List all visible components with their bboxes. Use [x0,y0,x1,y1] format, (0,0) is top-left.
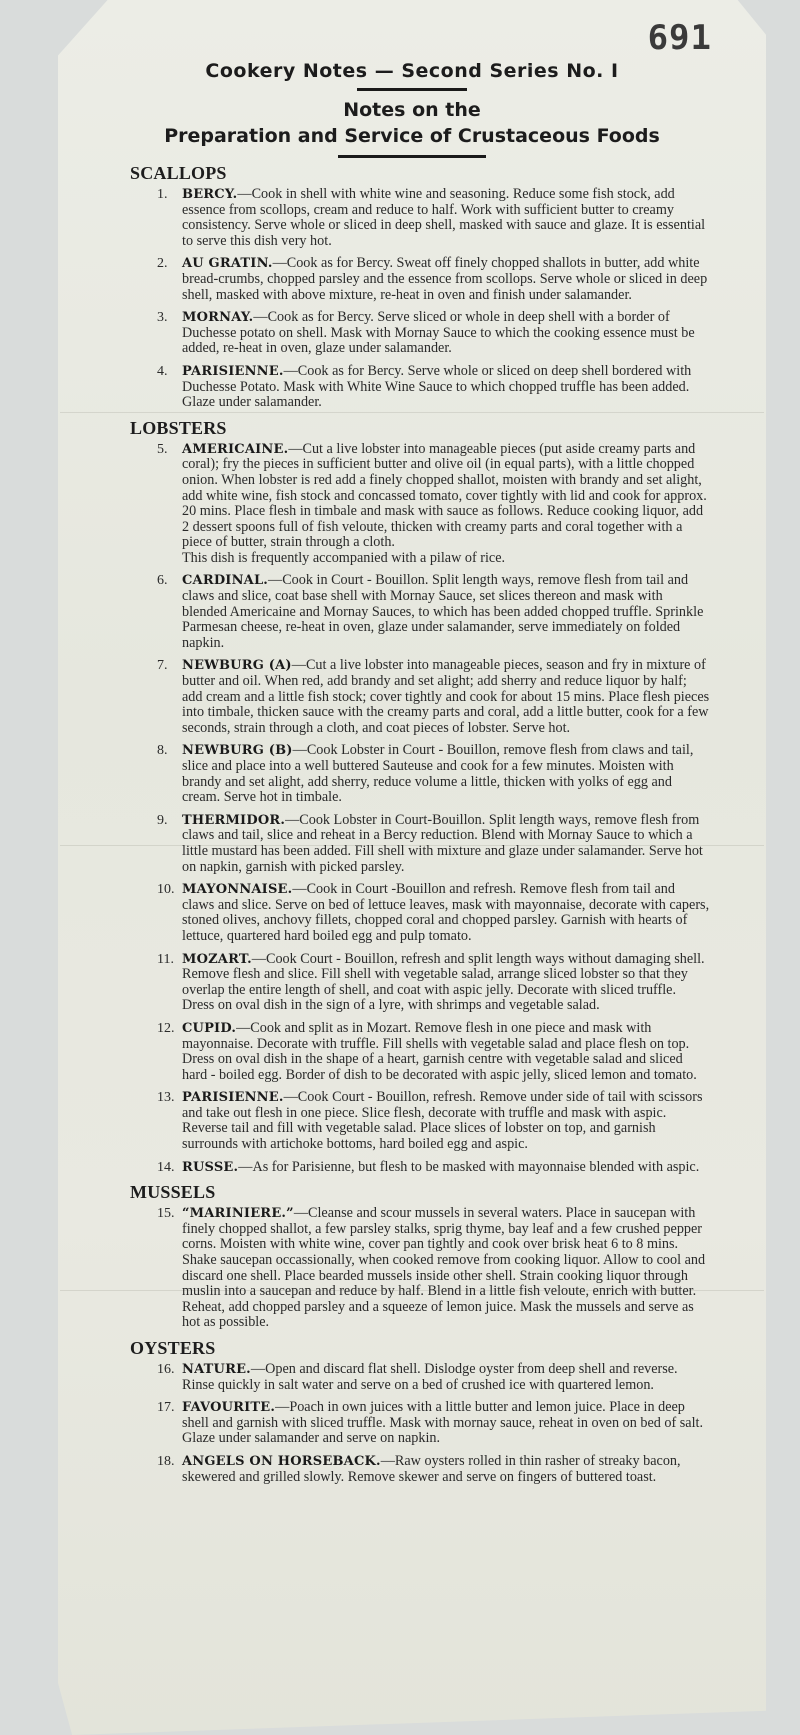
recipe-text: —Cook Court - Bouillon, refresh and split length ways without damaging shell. Remove flesh and slice. Fill shell with vegetable salad, arrange sliced lobster so that they overlap the entire length of shell, and coat with aspic jelly. Decorate with sliced truffle. Dress on oval dish in the sign of a lyre, with shrimps and vegetable salad. [182,950,705,1014]
recipe-body [182,364,710,411]
recipe-item [132,187,710,249]
recipe-number: 15. [157,1206,175,1222]
recipe-item [132,573,710,651]
title-rule [338,155,486,158]
document-title: Preparation and Service of Crustaceous Foods [164,125,660,147]
recipe-number: 1. [157,187,168,202]
recipe-name: “MARINIERE.” [182,1206,294,1222]
recipe-body [182,1454,710,1485]
recipe-item [132,952,710,1014]
recipe-name: ANGELS ON HORSEBACK. [182,1453,381,1469]
section-heading: SCALLOPS [130,163,227,183]
recipe-body [182,1090,710,1152]
recipe-name: FAVOURITE. [182,1400,276,1416]
recipe-item [132,364,710,411]
recipe-number: 5. [157,441,168,457]
recipe-text: —Cook Lobster in Court-Bouillon. Split length ways, remove flesh from claws and tail, slice and reheat in a Bercy reduction. Blend with Mornay Sauce to which a little mustard has been added. Fill shell with mixture and glaze under salamander. Serve hot on napkin, garnish with picked parsley. [182,811,703,875]
recipe-body [182,187,710,249]
recipe-body [182,743,710,805]
recipe-text: —Cook in shell with white wine and seasoning. Reduce some fish stock, add essence from scollops, cream and reduce to half. Work with sufficient butter to creamy consistency. Serve whole or sliced in deep shell, masked with sauce and glaze. It is essential to serve this dish very hot. [182,186,706,249]
recipe-item [132,256,710,303]
recipe-body [182,1160,710,1176]
section-heading: MUSSELS [130,1182,216,1203]
recipe-item [132,743,710,805]
recipe-text: —Cook and split as in Mozart. Remove flesh in one piece and mask with mayonnaise. Decorate with truffle. Fill shells with vegetable salad and place flesh on top. Dress on oval dish in the shape of a heart, garnish centre with vegetable salad and sliced hard - boiled egg. Border of dish to be decorated with aspic jelly, sliced lemon and tomato. [182,1019,697,1083]
recipe-item [132,1362,710,1393]
header-rule [357,88,467,91]
recipe-item [132,310,710,357]
recipe-body [182,310,710,357]
recipe-number: 3. [157,310,168,326]
recipe-number: 6. [157,573,168,589]
recipe-number: 7. [157,658,168,674]
recipe-note: This dish is frequently accompanied with a pilaw of rice. [182,549,506,566]
recipe-name: MAYONNAISE. [182,882,293,898]
recipe-item [132,882,710,944]
page-number: 691 [647,18,712,58]
recipe-number: 2. [157,256,168,272]
recipe-item [132,1160,710,1176]
recipe-number: 8. [157,743,168,759]
recipe-item [132,1206,710,1331]
recipe-item [132,658,710,736]
recipe-body [182,573,710,651]
series-title: Cookery Notes — Second Series No. I [205,60,619,82]
recipe-text: —Cook Court - Bouillon, refresh. Remove under side of tail with scissors and take out flesh in one piece. Slice flesh, decorate with truffle and mask with aspic. Reverse tail and fill with vegetable salad. Place slices of lobster on top, and garnish surrounds with artichoke bottoms, hard boiled egg and aspic. [182,1089,703,1153]
recipe-text: —Cut a live lobster into manageable pieces, season and fry in mixture of butter and oil. When red, add brandy and set alight; add sherry and reduce liquor by half; add cream and a little fish stock; cover tightly and cook for about 15 mins. Place flesh pieces into timbale, thicken sauce with the creamy parts and coral, add a little butter, cook for a few seconds, strain through a cloth, and coat pieces of lobster. Serve hot. [182,657,710,736]
recipe-text: —Cook as for Bercy. Sweat off finely chopped shallots in butter, add white bread-crumbs, chopped parsley and the essence from scollops. Serve whole or sliced in deep shell, masked with above mixture, re-heat in oven and finish under salamander. [182,255,708,303]
recipe-name: PARISIENNE. [182,1090,284,1106]
recipe-item [132,1454,710,1485]
recipe-body [182,442,710,567]
recipe-content [132,163,710,1492]
recipe-number: 14. [157,1159,175,1175]
recipe-name: CUPID. [182,1020,237,1036]
recipe-number: 9. [157,812,168,828]
recipe-item [132,1090,710,1152]
recipe-item [132,1021,710,1083]
recipe-number: 16. [157,1362,175,1377]
recipe-text: —Cleanse and scour mussels in several waters. Place in saucepan with finely chopped shallot, a few parsley stalks, sprig thyme, bay leaf and a few crushed pepper corns. Moisten with white wine, cover pan tightly and cook over brisk heat 6 to 8 mins. Shake saucepan occassionally, when cooked remove from cooking liquor. Allow to cool and discard one shell. Place bearded mussels inside other shell. Strain cooking liquor through muslin into a saucepan and reduce by half. Blend in a little fish veloute, enrich with butter. Reheat, add chopped parsley and a squeeze of lemon juice. Mask the mussels and serve as hot as possible. [182,1205,706,1331]
section-heading: LOBSTERS [130,417,227,438]
recipe-text: —Cook Lobster in Court - Bouillon, remove flesh from claws and tail, slice and place into a well buttered Sauteuse and cook for a few minutes. Moisten with brandy and set alight, add sherry, reduce volume a little, thicken with yolks of egg and cream. Serve hot in timbale. [182,742,694,806]
recipe-name: RUSSE. [182,1159,239,1175]
recipe-body [182,1021,710,1083]
recipe-body [182,813,710,875]
recipe-name: CARDINAL. [182,573,269,589]
recipe-body [182,1206,710,1331]
recipe-name: THERMIDOR. [182,812,286,828]
recipe-body [182,952,710,1014]
recipe-name: BERCY. [182,187,238,202]
recipe-name: AU GRATIN. [182,256,273,272]
recipe-text: —Poach in own juices with a little butter and lemon juice. Place in deep shell and garnish with sliced truffle. Mask with mornay sauce, reheat in oven on bed of salt. Glaze under salamander and serve on napkin. [182,1399,703,1447]
recipe-number: 13. [157,1090,175,1106]
recipe-name: NATURE. [182,1362,251,1377]
recipe-text: —As for Parisienne, but flesh to be masked with mayonnaise blended with aspic. [238,1158,700,1175]
recipe-body [182,1362,710,1393]
recipe-body [182,658,710,736]
recipe-number: 4. [157,363,168,379]
recipe-number: 18. [157,1453,175,1469]
section-heading: OYSTERS [130,1338,216,1358]
recipe-item [132,442,710,567]
recipe-number: 12. [157,1020,175,1036]
recipe-text: —Cook in Court - Bouillon. Split length ways, remove flesh from tail and claws and slice, coat base shell with Mornay Sauce, set slices thereon and mask with blended Americaine and Mornay Sauces, to which has been added chopped truffle. Sprinkle Parmesan cheese, re-heat in oven, glaze under salamander, serve immediately on folded napkin. [182,572,704,651]
recipe-number: 17. [157,1400,175,1416]
recipe-name: NEWBURG (B) [182,743,293,759]
recipe-body [182,256,710,303]
notes-on-heading: Notes on the [343,99,481,121]
recipe-item [132,1400,710,1447]
recipe-number: 10. [157,882,175,898]
recipe-text: —Cut a live lobster into manageable pieces (put aside creamy parts and coral); fry the pieces in sufficient butter and olive oil (in equal parts), with a little chopped onion. When lobster is red add a finely chopped shallot, moisten with brandy and set alight, add white wine, fish stock and concassed tomato, cover tightly with lid and cook for approx. 20 mins. Place flesh in timbale and mask with sauce as follows. Reduce cooking liquor, add 2 dessert spoons full of fish veloute, thicken with creamy parts and coral together with a piece of butter, strain through a cloth. [182,440,707,551]
recipe-text: —Cook as for Bercy. Serve sliced or whole in deep shell with a border of Duchesse potato on shell. Mask with Mornay Sauce to which the cooking essence must be added, re-heat in oven, glaze under salamander. [182,309,695,357]
recipe-name: MORNAY. [182,310,254,326]
recipe-name: MOZART. [182,951,252,967]
recipe-text: —Cook in Court -Bouillon and refresh. Remove flesh from tail and claws and slice. Serve on bed of lettuce leaves, mask with mayonnaise, decorate with capers, stoned olives, anchovy fillets, chopped coral and chopped parsley. Garnish with hearts of lettuce, quartered hard boiled egg and pulp tomato. [182,881,710,944]
recipe-body [182,1400,710,1447]
document-header [60,60,764,158]
recipe-name: NEWBURG (A) [182,658,292,674]
recipe-name: PARISIENNE. [182,363,284,379]
recipe-number: 11. [157,951,174,967]
recipe-item [132,813,710,875]
recipe-body [182,882,710,944]
recipe-text: —Cook as for Bercy. Serve whole or sliced on deep shell bordered with Duchesse Potato. Mask with White Wine Sauce to which chopped truffle has been added. Glaze under salamander. [182,362,692,411]
recipe-text: —Raw oysters rolled in thin rasher of streaky bacon, skewered and grilled slowly. Remove skewer and serve on fingers of buttered toast. [182,1452,681,1485]
recipe-name: AMERICAINE. [182,441,289,457]
recipe-text: —Open and discard flat shell. Dislodge oyster from deep shell and reverse. Rinse quickly in salt water and serve on a bed of crushed ice with quartered lemon. [182,1361,678,1393]
